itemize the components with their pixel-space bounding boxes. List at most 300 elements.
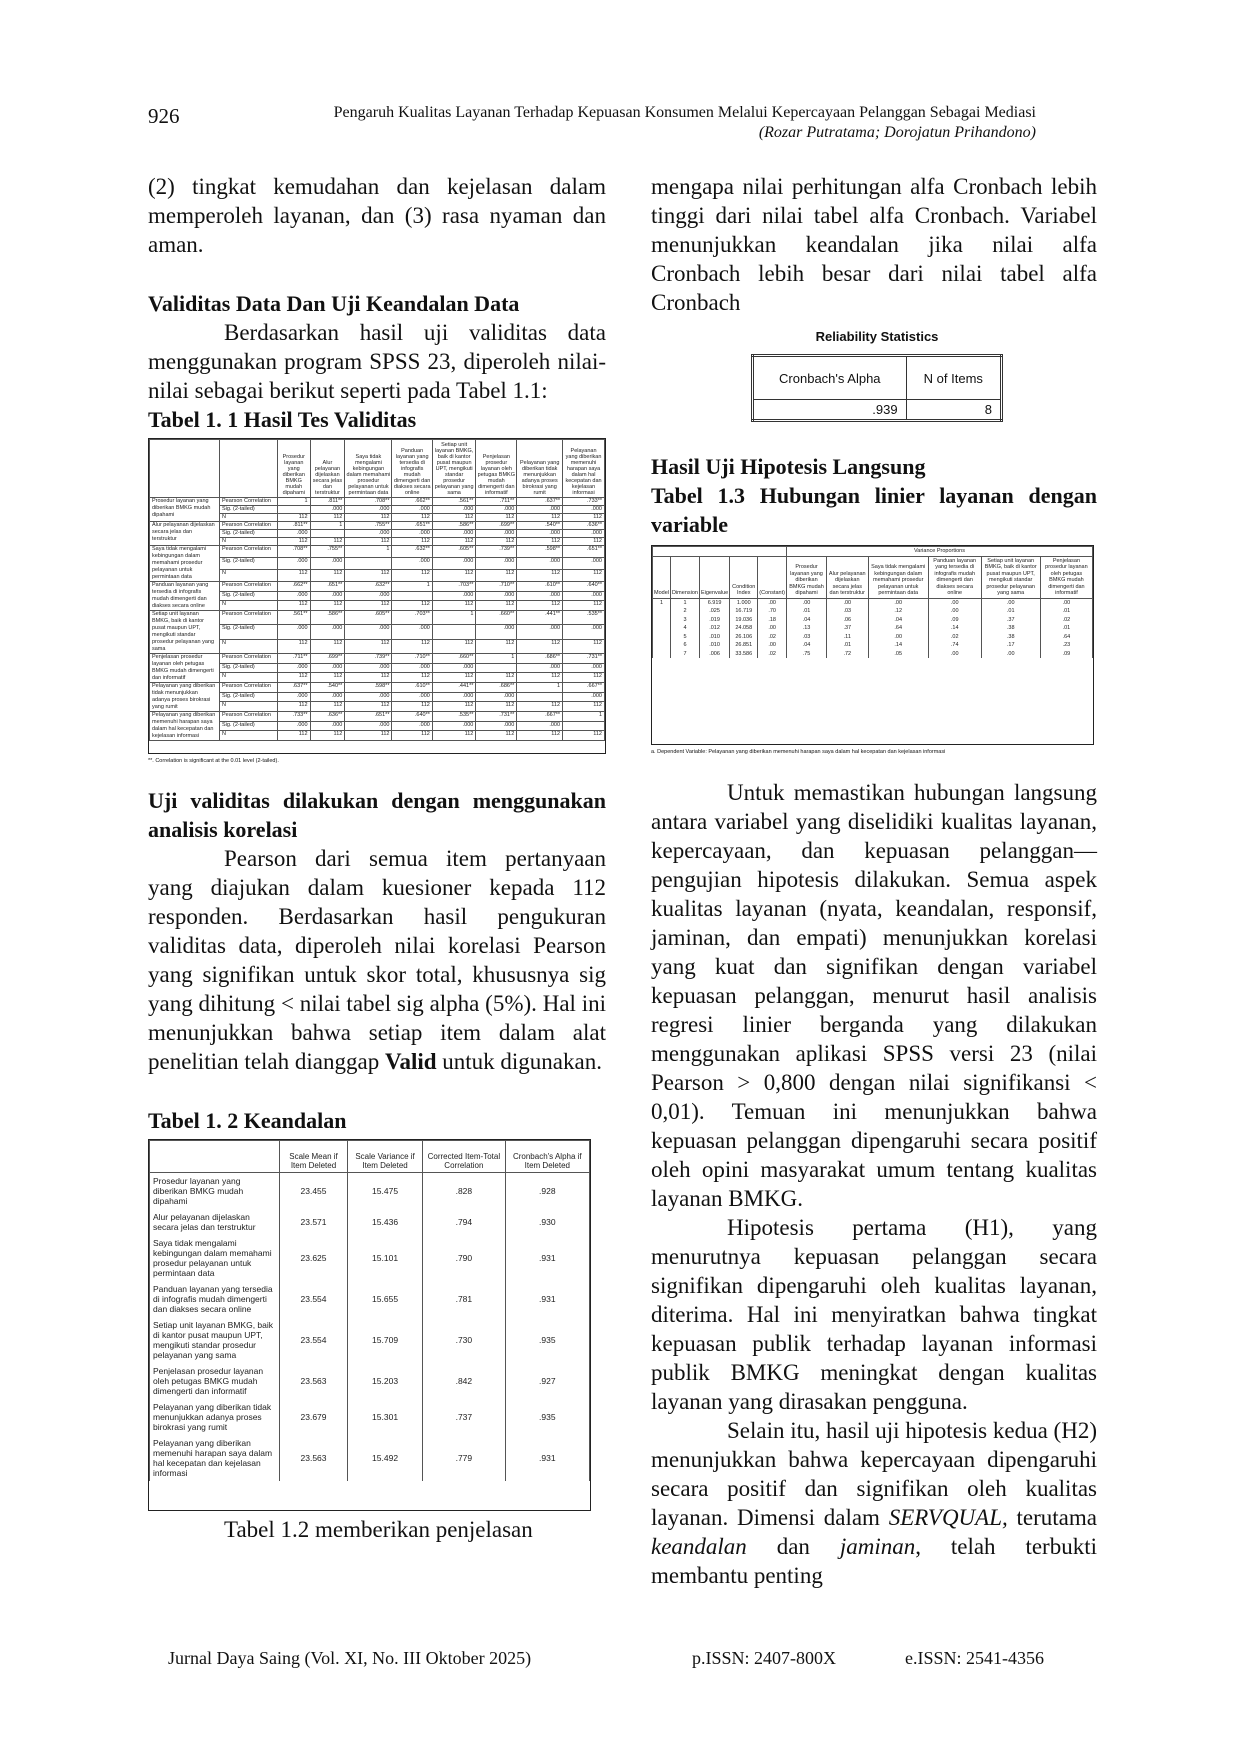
reliability-item-cell: .931	[505, 1281, 589, 1317]
validity-cell: 1	[345, 546, 392, 558]
validity-cell: .000	[345, 663, 392, 673]
collinearity-cell: 26.851	[730, 641, 758, 650]
reliability-item-label: Pelayanan yang diberikan memenuhi harapan saya dalam hal kecepatan dan kejelasan informasi	[150, 1435, 280, 1481]
validity-column-header: Penjelasan prosedur layanan oleh petugas BMKG mudah dimengerti dan informatif	[476, 440, 517, 498]
validity-cell: .000	[476, 558, 517, 570]
reliability-item-cell: .828	[423, 1173, 506, 1210]
validity-cell: .000	[310, 591, 345, 601]
collinearity-cell: .02	[928, 633, 981, 642]
validity-cell: .640**	[392, 712, 432, 722]
validity-cell: 112	[345, 731, 392, 741]
validity-stat-label: N	[220, 731, 278, 741]
validity-stat-label: Sig. (2-tailed)	[220, 530, 278, 538]
collinearity-column-header: Eigenvalue	[699, 556, 729, 598]
validity-cell: .651**	[310, 582, 345, 592]
validity-cell: .651**	[392, 522, 432, 530]
validity-cell: .739**	[476, 546, 517, 558]
validity-cell: 112	[476, 601, 517, 611]
validity-cell: .441**	[432, 683, 476, 693]
reliability-item-label: Setiap unit layanan BMKG, baik di kantor pusat maupun UPT, mengikuti standar prosedur pelayanan yang sama	[150, 1317, 280, 1363]
validity-stat-label: N	[220, 514, 278, 522]
n-items-value: 8	[906, 400, 1001, 421]
validity-cell: 112	[563, 639, 605, 653]
validity-cell: .000	[432, 591, 476, 601]
collinearity-cell: .04	[868, 616, 928, 625]
validity-cell: .000	[517, 721, 563, 731]
reliability-item-cell: 23.571	[280, 1209, 348, 1235]
collinearity-cell: .37	[981, 616, 1040, 625]
reliability-item-cell: .779	[423, 1435, 506, 1481]
validity-cell: 112	[517, 639, 563, 653]
validity-cell	[345, 558, 392, 570]
validity-column-header: Prosedur layanan yang diberikan BMKG mudah dipahami	[278, 440, 311, 498]
validity-cell: .000	[476, 692, 517, 702]
validity-cell: .000	[432, 558, 476, 570]
hypothesis-paragraph-3	[651, 1416, 1097, 1590]
collinearity-cell: .010	[699, 641, 729, 650]
validity-cell: .660**	[476, 611, 517, 625]
reliability-item-row	[150, 1399, 590, 1435]
validity-cell: .667**	[563, 683, 605, 693]
reliability-item-row	[150, 1317, 590, 1363]
validity-cell: 112	[432, 570, 476, 582]
validity-cell: .000	[345, 591, 392, 601]
jaminan-term: jaminan	[839, 1534, 916, 1559]
reliability-item-label: Pelayanan yang diberikan tidak menunjukkan adanya proses birokrasi yang rumit	[150, 1399, 280, 1435]
validity-cell: .000	[476, 530, 517, 538]
validity-row	[150, 654, 605, 664]
validity-column-header: Pelayanan yang diberikan tidak menunjukkan adanya proses birokrasi yang rumit	[517, 440, 563, 498]
right-column	[651, 172, 1097, 1590]
validity-cell: .660**	[432, 654, 476, 664]
validity-cell: 112	[392, 514, 432, 522]
hypothesis-paragraph-1: Untuk memastikan hubungan langsung antara variabel yang diselidiki kualitas layanan, kepercayaan, dan kepuasan pelanggan—pengujian hipotesis dilakukan. Semua aspek kualitas layanan (nyata, keandalan, responsif, jaminan, dan empati) menunjukkan korelasi yang kuat dan signifikan dengan variabel kepuasan pelanggan, menurut hasil analisis regresi linier berganda yang dilakukan menggunakan aplikasi SPSS versi 23 (nilai Pearson > 0,800 dengan nilai signifikansi < 0,01). Temuan ini menunjukkan bahwa kepuasan pelanggan dipengaruhi secara positif oleh opini masyarakat umum tentang kualitas layanan BMKG.	[651, 780, 1097, 1211]
validity-cell: .710**	[392, 654, 432, 664]
reliability-item-cell: .930	[505, 1209, 589, 1235]
validity-cell: 1	[432, 611, 476, 625]
validity-table-header-row	[150, 440, 605, 498]
collinearity-cell: .75	[786, 650, 826, 659]
validity-cell	[476, 663, 517, 673]
validity-cell: .000	[310, 625, 345, 639]
validity-corner-cell	[150, 440, 220, 498]
collinearity-cell: .05	[868, 650, 928, 659]
validity-cell: 112	[476, 673, 517, 683]
validity-cell: .000	[392, 530, 432, 538]
collinearity-cell	[653, 607, 671, 616]
validity-cell: 1	[563, 712, 605, 722]
collinearity-cell: .01	[786, 607, 826, 616]
validity-stat-label: Pearson Correlation	[220, 683, 278, 693]
collinearity-cell: .37	[827, 624, 869, 633]
validity-cell: .586**	[432, 522, 476, 530]
validity-cell: .000	[278, 692, 311, 702]
validity-cell: .000	[278, 558, 311, 570]
reliability-item-label: Prosedur layanan yang diberikan BMKG mudah dipahami	[150, 1173, 280, 1210]
validity-cell: .699**	[310, 654, 345, 664]
validity-cell: 112	[476, 514, 517, 522]
validity-cell: .540**	[517, 522, 563, 530]
validity-cell: 112	[310, 639, 345, 653]
validity-cell: 112	[345, 673, 392, 683]
reliability-item-cell: 15.655	[348, 1281, 423, 1317]
validity-cell: .000	[563, 663, 605, 673]
validity-cell: .000	[517, 506, 563, 514]
validity-cell: .000	[345, 721, 392, 731]
collinearity-cell: 1	[670, 598, 699, 607]
reliability-item-cell: 23.554	[280, 1317, 348, 1363]
reliability-corner-cell	[150, 1141, 280, 1173]
validity-cell: 112	[476, 639, 517, 653]
validity-row	[150, 498, 605, 506]
validity-column-header: Pelayanan yang diberikan memenuhi harapan saya dalam hal kecepatan dan kejelasan informasi	[563, 440, 605, 498]
validity-stat-label: Sig. (2-tailed)	[220, 558, 278, 570]
running-authors: (Rozar Putratama; Dorojatun Prihandono)	[758, 124, 1036, 141]
reliability-item-cell: 23.679	[280, 1399, 348, 1435]
validity-cell: .733**	[278, 712, 311, 722]
validity-cell: 112	[392, 570, 432, 582]
validity-stat-label: Sig. (2-tailed)	[220, 506, 278, 514]
collinearity-column-header: Condition Index	[730, 556, 758, 598]
validity-cell: 112	[392, 639, 432, 653]
validity-cell: .710**	[476, 582, 517, 592]
validity-cell: 112	[563, 702, 605, 712]
validity-stat-label: N	[220, 639, 278, 653]
validity-stat-label: N	[220, 673, 278, 683]
collinearity-cell: .00	[928, 598, 981, 607]
collinearity-cell: .09	[1040, 650, 1092, 659]
validity-cell: 112	[517, 570, 563, 582]
validity-cell: 1	[476, 654, 517, 664]
validity-cell: .686**	[476, 683, 517, 693]
validity-cell: .662**	[392, 498, 432, 506]
validity-cell	[278, 506, 311, 514]
collinearity-cell: .64	[1040, 633, 1092, 642]
validity-cell: 112	[278, 538, 311, 546]
validity-cell: .000	[517, 591, 563, 601]
collinearity-cell: .72	[827, 650, 869, 659]
validity-cell: 112	[476, 731, 517, 741]
left-intro-paragraph: (2) tingkat kemudahan dan kejelasan dalam memperoleh layanan, dan (3) rasa nyaman dan aman.	[148, 174, 606, 257]
collinearity-row	[653, 598, 1093, 607]
variance-proportions-header: Variance Proportions	[786, 547, 1092, 557]
collinearity-cell: .03	[786, 633, 826, 642]
reliability-item-cell: 15.203	[348, 1363, 423, 1399]
reliability-item-cell: 23.554	[280, 1281, 348, 1317]
collinearity-group-row	[653, 547, 1093, 557]
validity-row-label: Penjelasan prosedur layanan oleh petugas BMKG mudah dimengerti dan informatif	[150, 654, 220, 683]
validity-cell: .610**	[392, 683, 432, 693]
validity-cell: 112	[432, 673, 476, 683]
validity-cell	[563, 721, 605, 731]
collinearity-cell: .02	[758, 633, 787, 642]
collinearity-cell	[653, 650, 671, 659]
validity-cell: .000	[345, 625, 392, 639]
validity-cell	[517, 692, 563, 702]
validity-cell: 112	[310, 514, 345, 522]
reliability-item-cell: .730	[423, 1317, 506, 1363]
collinearity-cell: .00	[1040, 598, 1092, 607]
validity-row	[150, 611, 605, 625]
reliability-item-cell: .927	[505, 1363, 589, 1399]
validity-cell: .811**	[310, 498, 345, 506]
validity-cell: 112	[517, 601, 563, 611]
reliability-item-cell: .737	[423, 1399, 506, 1435]
cronbach-alpha-header: Cronbach's Alpha	[753, 356, 907, 400]
validity-cell: .000	[278, 591, 311, 601]
collinearity-cell: .38	[981, 624, 1040, 633]
hypothesis-paragraph-2: Hipotesis pertama (H1), yang menurutnya kepuasan pelanggan secara signifikan dipengaruhi oleh kualitas layanan, diterima. Hal ini menyiratkan bahwa tingkat kepuasan publik terhadap layanan informasi publik BMKG meningkat dengan kualitas layanan yang dirasakan pengguna.	[651, 1215, 1097, 1414]
validity-cell: .636**	[310, 712, 345, 722]
reliability-statistics-table	[751, 354, 1003, 422]
validity-cell: .000	[278, 721, 311, 731]
validity-cell: 112	[310, 731, 345, 741]
right-intro-paragraph: mengapa nilai perhitungan alfa Cronbach lebih tinggi dari nilai tabel alfa Cronbach. Variabel menunjukkan keandalan jika nilai alfa Cronbach lebih besar dari nilai tabel alfa Cronbach	[651, 174, 1097, 315]
table3-caption: Tabel 1.3 Hubungan linier layanan dengan variable	[651, 483, 1097, 537]
validity-cell: .000	[392, 558, 432, 570]
validity-cell: .000	[392, 506, 432, 514]
collinearity-column-header: Penjelasan prosedur layanan oleh petugas BMKG mudah dimengerti dan informatif	[1040, 556, 1092, 598]
validity-stat-label: N	[220, 570, 278, 582]
validity-cell: .708**	[278, 546, 311, 558]
validity-cell: .711**	[476, 498, 517, 506]
cronbach-alpha-value: .939	[753, 400, 907, 421]
footer-journal: Jurnal Daya Saing (Vol. XI, No. III Oktober 2025)	[168, 1648, 532, 1668]
reliability-item-row	[150, 1209, 590, 1235]
reliability-item-table	[148, 1139, 591, 1511]
collinearity-body	[653, 598, 1093, 658]
correlation-text-a: Pearson dari semua item pertanyaan yang diajukan dalam kuesioner kepada 112 responden. Berdasarkan hasil pengukuran validitas data, diperoleh nilai korelasi Pearson yang signifikan untuk skor total, khususnya sig yang dihitung < nilai tabel sig alpha (5%). Hal ini menunjukkan bahwa setiap item dalam alat penelitian telah dianggap	[148, 846, 606, 1074]
validity-cell: .000	[392, 692, 432, 702]
validity-cell: .000	[310, 663, 345, 673]
validity-row-label: Prosedur layanan yang diberikan BMKG mudah dipahami	[150, 498, 220, 522]
section-hypothesis-heading: Hasil Uji Hipotesis Langsung	[651, 454, 926, 479]
validity-row	[150, 546, 605, 558]
validity-cell: .000	[476, 625, 517, 639]
reliability-column-header: Corrected Item-Total Correlation	[423, 1141, 506, 1173]
collinearity-cell	[653, 641, 671, 650]
validity-cell: 112	[517, 702, 563, 712]
validity-cell: 112	[345, 601, 392, 611]
collinearity-cell: .01	[981, 607, 1040, 616]
validity-cell: .000	[345, 692, 392, 702]
validity-cell: .637**	[278, 683, 311, 693]
validity-cell: .000	[310, 692, 345, 702]
footer-eissn: e.ISSN: 2541-4356	[905, 1648, 1044, 1668]
validity-cell: .561**	[432, 498, 476, 506]
validity-stat-label: Sig. (2-tailed)	[220, 663, 278, 673]
validity-row-label: Pelayanan yang diberikan memenuhi harapan saya dalam hal kecepatan dan kejelasan informasi	[150, 712, 220, 741]
collinearity-cell	[653, 633, 671, 642]
validity-cell: 112	[476, 702, 517, 712]
n-items-header: N of Items	[906, 356, 1001, 400]
validity-cell: 112	[517, 514, 563, 522]
collinearity-cell: 6	[670, 641, 699, 650]
validity-stat-label: Pearson Correlation	[220, 546, 278, 558]
validity-cell: 112	[563, 731, 605, 741]
collinearity-cell: 2	[670, 607, 699, 616]
validity-cell: .733**	[563, 498, 605, 506]
collinearity-cell: 5	[670, 633, 699, 642]
validity-column-header: Panduan layanan yang tersedia di infografis mudah dimengerti dan diakses secara online	[392, 440, 432, 498]
collinearity-cell	[653, 624, 671, 633]
collinearity-cell: .00	[868, 633, 928, 642]
validity-cell: 112	[310, 702, 345, 712]
validity-cell: 112	[278, 639, 311, 653]
reliability-item-cell: 23.563	[280, 1435, 348, 1481]
collinearity-row	[653, 624, 1093, 633]
validity-cell: 112	[432, 601, 476, 611]
footer-pissn: p.ISSN: 2407-800X	[692, 1648, 837, 1668]
collinearity-column-header: Saya tidak mengalami kebingungan dalam memahami prosedur pelayanan untuk permintaan data	[868, 556, 928, 598]
collinearity-cell: .00	[758, 624, 787, 633]
validity-cell: 112	[563, 601, 605, 611]
servqual-term: SERVQUAL,	[888, 1505, 1008, 1530]
validity-cell: .000	[517, 530, 563, 538]
reliability-statistics-title: Reliability Statistics	[815, 329, 939, 344]
validity-stat-label: Pearson Correlation	[220, 522, 278, 530]
collinearity-cell: .00	[758, 641, 787, 650]
validity-stat-label: N	[220, 702, 278, 712]
validity-cell: .000	[278, 663, 311, 673]
collinearity-cell: .12	[868, 607, 928, 616]
validity-cell: 1	[310, 522, 345, 530]
validity-cell: .000	[432, 663, 476, 673]
page-number: 926	[148, 104, 180, 128]
collinearity-cell: .04	[786, 641, 826, 650]
validity-cell: .000	[345, 530, 392, 538]
validity-row	[150, 522, 605, 530]
validity-cell: .632**	[392, 546, 432, 558]
reliability-item-cell: 15.709	[348, 1317, 423, 1363]
collinearity-cell: 16.719	[730, 607, 758, 616]
validity-cell: .000	[392, 721, 432, 731]
collinearity-cell: .006	[699, 650, 729, 659]
collinearity-column-header: Prosedur layanan yang diberikan BMKG mudah dipahami	[786, 556, 826, 598]
validity-cell: 112	[278, 601, 311, 611]
reliability-item-cell: .790	[423, 1235, 506, 1281]
table1-caption: Tabel 1. 1 Hasil Tes Validitas	[148, 407, 417, 432]
collinearity-cell: .03	[827, 607, 869, 616]
validity-cell: .000	[517, 558, 563, 570]
validity-stat-label: Sig. (2-tailed)	[220, 721, 278, 731]
validity-stat-label: Pearson Correlation	[220, 611, 278, 625]
validity-cell: 112	[392, 601, 432, 611]
collinearity-column-header: Model	[653, 556, 671, 598]
validity-cell: .540**	[310, 683, 345, 693]
table2-caption: Tabel 1. 2 Keandalan	[148, 1108, 347, 1133]
validity-cell: 112	[432, 702, 476, 712]
validity-table	[148, 438, 606, 754]
collinearity-column-header: Panduan layanan yang tersedia di infografis mudah dimengerti dan diakses secara online	[928, 556, 981, 598]
validity-stat-label: Sig. (2-tailed)	[220, 692, 278, 702]
collinearity-cell: .70	[758, 607, 787, 616]
validity-cell: .000	[278, 625, 311, 639]
validity-cell: 112	[345, 570, 392, 582]
validity-cell: 112	[310, 538, 345, 546]
reliability-item-cell: 15.301	[348, 1399, 423, 1435]
validity-table-grid	[149, 439, 605, 741]
collinearity-cell: .23	[1040, 641, 1092, 650]
keandalan-term: keandalan	[651, 1534, 747, 1559]
validity-cell: .000	[563, 692, 605, 702]
validity-cell: .739**	[345, 654, 392, 664]
validity-cell: .605**	[345, 611, 392, 625]
validity-cell: 112	[563, 570, 605, 582]
validity-cell: .605**	[432, 546, 476, 558]
collinearity-cell: .06	[827, 616, 869, 625]
reliability-item-row	[150, 1235, 590, 1281]
reliability-item-cell: 23.563	[280, 1363, 348, 1399]
validity-column-header: Saya tidak mengalami kebingungan dalam memahami prosedur pelayanan untuk permintaan data	[345, 440, 392, 498]
validity-cell: 112	[345, 639, 392, 653]
validity-cell: .000	[310, 721, 345, 731]
validity-cell: 112	[476, 570, 517, 582]
validity-row	[150, 582, 605, 592]
reliability-item-cell: .928	[505, 1173, 589, 1210]
validity-cell: .699**	[476, 522, 517, 530]
validity-cell: .731**	[476, 712, 517, 722]
reliability-item-row	[150, 1363, 590, 1399]
validity-row-label: Panduan layanan yang tersedia di infografis mudah dimengerti dan diakses secara online	[150, 582, 220, 611]
validity-cell: 112	[563, 673, 605, 683]
reliability-column-header: Cronbach's Alpha if Item Deleted	[505, 1141, 589, 1173]
collinearity-cell: .38	[981, 633, 1040, 642]
reliability-item-cell: 15.492	[348, 1435, 423, 1481]
validity-cell: 112	[278, 570, 311, 582]
validity-cell: .703**	[432, 582, 476, 592]
validity-stat-label: N	[220, 601, 278, 611]
validity-cell: .586**	[310, 611, 345, 625]
validity-cell: .662**	[278, 582, 311, 592]
collinearity-column-header: Dimension	[670, 556, 699, 598]
h2-text-d: , telah terbukti membantu penting	[651, 1534, 1097, 1588]
validity-cell: .637**	[517, 498, 563, 506]
collinearity-column-header: Setiap unit layanan BMKG, baik di kantor pusat maupun UPT, mengikuti standar prosedur pelayanan yang sama	[981, 556, 1040, 598]
validity-cell: 112	[310, 673, 345, 683]
collinearity-cell: .019	[699, 616, 729, 625]
collinearity-cell: .18	[758, 616, 787, 625]
validity-cell: 112	[517, 673, 563, 683]
collinearity-cell: .11	[827, 633, 869, 642]
h2-text-b: terutama	[1007, 1505, 1097, 1530]
validity-cell: .000	[278, 530, 311, 538]
collinearity-row	[653, 641, 1093, 650]
validity-cell: .708**	[345, 498, 392, 506]
collinearity-table	[651, 545, 1094, 745]
validity-cell: .000	[563, 558, 605, 570]
reliability-item-label: Saya tidak mengalami kebingungan dalam memahami prosedur pelayanan untuk permintaan data	[150, 1235, 280, 1281]
reliability-item-row	[150, 1173, 590, 1210]
reliability-item-row	[150, 1281, 590, 1317]
validity-stat-label: Pearson Correlation	[220, 654, 278, 664]
collinearity-cell: .012	[699, 624, 729, 633]
collinearity-cell: 26.106	[730, 633, 758, 642]
reliability-column-header: Scale Mean if Item Deleted	[280, 1141, 348, 1173]
collinearity-cell: 3	[670, 616, 699, 625]
collinearity-cell: .09	[928, 616, 981, 625]
validity-cell: .000	[517, 663, 563, 673]
validity-cell: 112	[392, 731, 432, 741]
validity-cell: 112	[432, 538, 476, 546]
reliability-item-cell: 15.475	[348, 1173, 423, 1210]
validity-row	[150, 712, 605, 722]
reliability-item-cell: .931	[505, 1435, 589, 1481]
collinearity-row	[653, 633, 1093, 642]
valid-emphasis: Valid	[384, 1049, 437, 1074]
reliability-item-cell: 23.625	[280, 1235, 348, 1281]
validity-cell: .632**	[345, 582, 392, 592]
